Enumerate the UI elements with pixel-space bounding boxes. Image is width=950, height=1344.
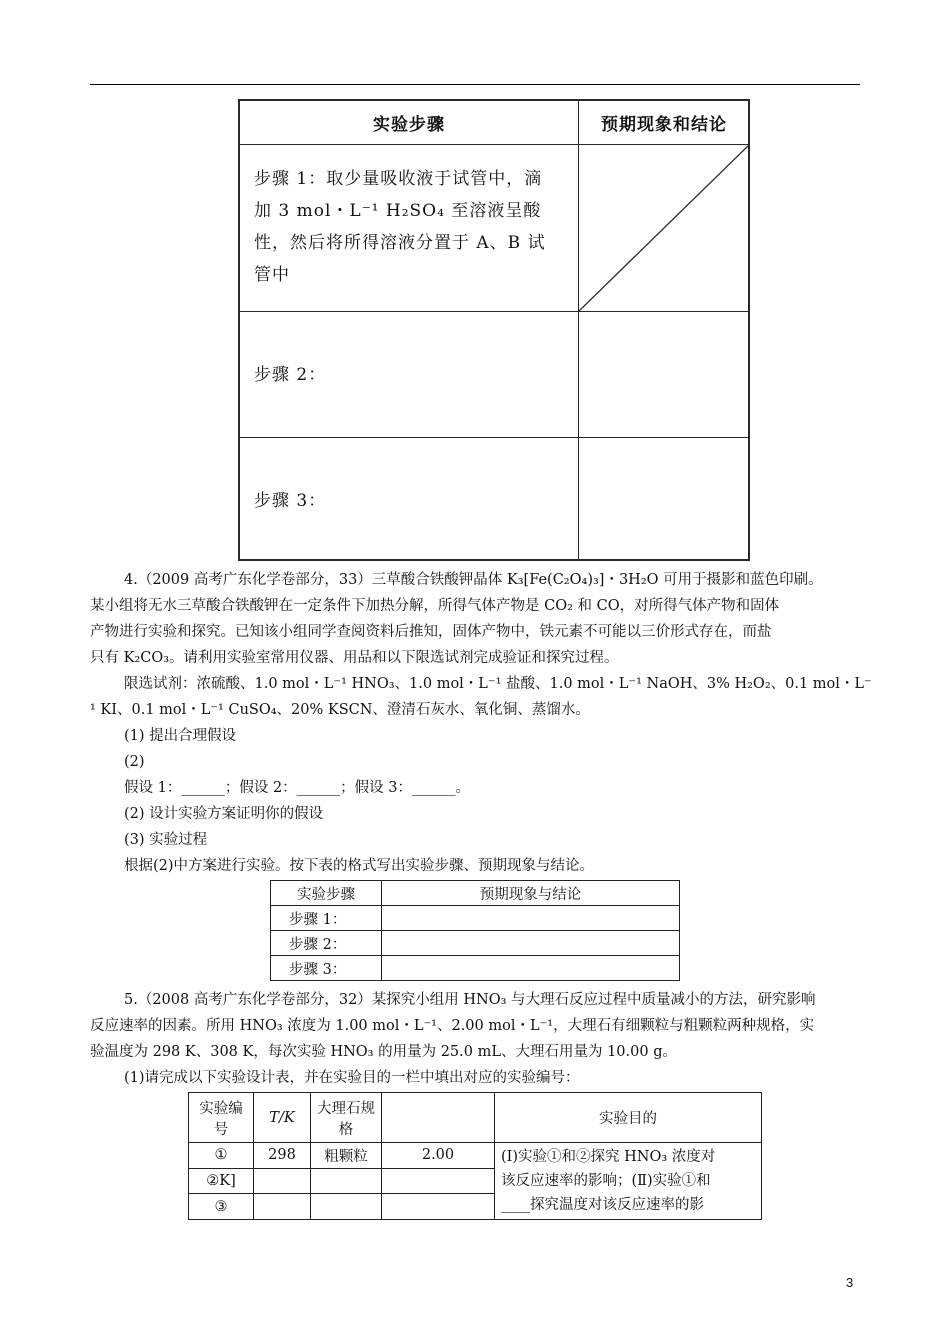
table1-header-steps: 实验步骤 bbox=[373, 115, 445, 135]
table3-cell: 粗颗粒 bbox=[311, 1143, 382, 1169]
q5-line1: 5.（2008 高考广东化学卷部分，32）某探究小组用 HNO₃ 与大理石反应过程中质量减小的方法，研究影响 bbox=[124, 992, 816, 1008]
q4-line4: 只有 K₂CO₃。请利用实验室常用仪器、用品和以下限选试剂完成验证和探究过程。 bbox=[90, 650, 619, 666]
q4-sub3: (2) 设计实验方案证明你的假设 bbox=[124, 806, 324, 822]
table1-header-results: 预期现象和结论 bbox=[601, 115, 727, 135]
table3-cell: ① bbox=[189, 1143, 254, 1169]
table1-step2: 步骤 2： bbox=[254, 365, 327, 385]
q5-line2: 反应速率的因素。所用 HNO₃ 浓度为 1.00 mol・L⁻¹、2.00 mol・L⁻¹，大理石有细颗粒与粗颗粒两种规格，实 bbox=[90, 1018, 815, 1034]
table3-cell: 2.00 bbox=[382, 1143, 495, 1169]
table2-header-results: 预期现象与结论 bbox=[382, 881, 680, 906]
q4-line2: 某小组将无水三草酸合铁酸钾在一定条件下加热分解，所得气体产物是 CO₂ 和 CO，对所得气体产物和固体 bbox=[90, 598, 780, 614]
q4-reagents-cont: ¹ KI、0.1 mol・L⁻¹ CuSO₄、20% KSCN、澄清石灰水、氧化铜、蒸馏水。 bbox=[90, 702, 590, 718]
table3-cell: 298 bbox=[254, 1143, 311, 1169]
q4-line1: 4.（2009 高考广东化学卷部分，33）三草酸合铁酸钾晶体 K₃[Fe(C₂O₄)₃]・3H₂O 可用于摄影和蓝色印刷。 bbox=[124, 572, 823, 588]
table3-cell: ②K] bbox=[189, 1168, 254, 1194]
table3-header-purpose: 实验目的 bbox=[495, 1093, 762, 1143]
page-number: 3 bbox=[846, 1275, 854, 1290]
table1-step1: 步骤 1：取少量吸收液于试管中，滴 加 3 mol・L⁻¹ H₂SO₄ 至溶液呈酸 性，然后将所得溶液分置于 A、B 试 管中 bbox=[254, 169, 546, 285]
table2-row: 步骤 1： bbox=[271, 906, 382, 931]
experiment-table-2 bbox=[270, 880, 680, 981]
table3-header-temp: T/K bbox=[254, 1093, 311, 1143]
table3-purpose: (Ⅰ)实验①和②探究 HNO₃ 浓度对 该反应速率的影响；(Ⅱ)实验①和 ____探究温度对该反应速率的影 bbox=[495, 1143, 762, 1220]
q4-line3: 产物进行实验和探究。已知该小组同学查阅资料后推知，固体产物中，铁元素不可能以三价形式存在，而盐 bbox=[90, 624, 772, 640]
q4-sub4: (3) 实验过程 bbox=[124, 832, 208, 848]
experiment-table-3 bbox=[188, 1092, 762, 1220]
table1-step3: 步骤 3： bbox=[254, 491, 327, 511]
table3-header-id: 实验编号 bbox=[189, 1093, 254, 1143]
q4-sub2: (2) bbox=[124, 754, 145, 770]
diagonal-slash bbox=[579, 145, 749, 311]
q4-hypotheses: 假设 1：______；假设 2：______；假设 3：______。 bbox=[124, 780, 471, 796]
header-rule bbox=[90, 84, 860, 85]
table3-header-spec: 大理石规格 bbox=[311, 1093, 382, 1143]
q5-line4: (1)请完成以下实验设计表，并在实验目的一栏中填出对应的实验编号： bbox=[124, 1070, 580, 1086]
q4-sub1: (1) 提出合理假设 bbox=[124, 728, 237, 744]
q4-reagents: 限选试剂：浓硫酸、1.0 mol・L⁻¹ HNO₃、1.0 mol・L⁻¹ 盐酸、1.0 mol・L⁻¹ NaOH、3% H₂O₂、0.1 mol・L⁻ bbox=[124, 676, 872, 692]
table2-row: 步骤 3： bbox=[271, 956, 382, 981]
table2-header-steps: 实验步骤 bbox=[271, 881, 382, 906]
table2-row: 步骤 2： bbox=[271, 931, 382, 956]
experiment-table-1 bbox=[238, 99, 750, 561]
table3-cell: ③ bbox=[189, 1194, 254, 1220]
q5-line3: 验温度为 298 K、308 K，每次实验 HNO₃ 的用量为 25.0 mL、大理石用量为 10.00 g。 bbox=[90, 1044, 677, 1060]
q4-sub5: 根据(2)中方案进行实验。按下表的格式写出实验步骤、预期现象与结论。 bbox=[124, 858, 595, 874]
